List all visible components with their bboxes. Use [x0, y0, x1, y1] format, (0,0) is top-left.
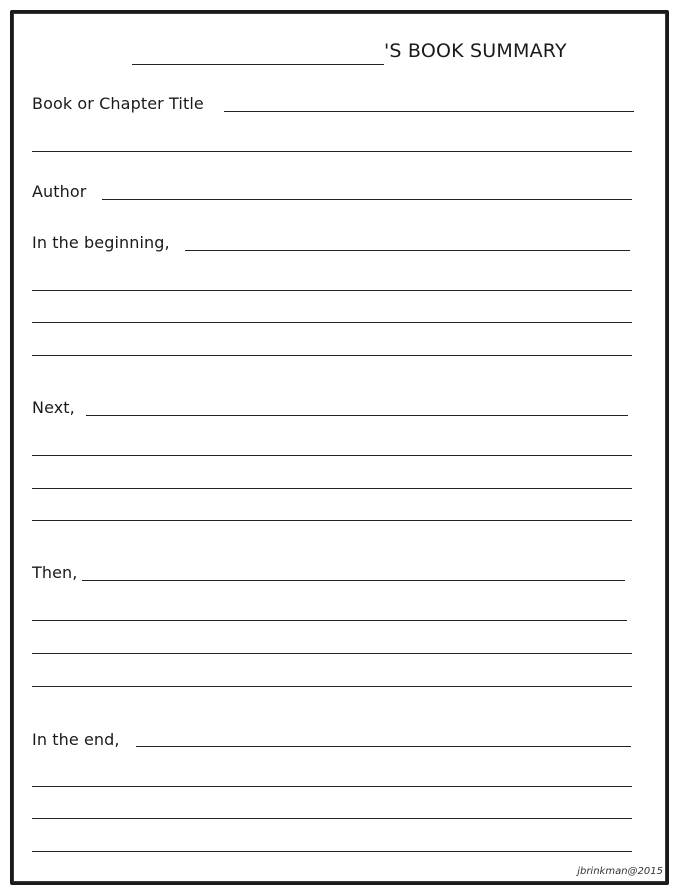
beginning-blank-3[interactable] — [32, 322, 632, 323]
end-blank-3[interactable] — [32, 818, 632, 819]
worksheet-border — [10, 10, 669, 885]
copyright-credit: jbrinkman@2015 — [577, 866, 663, 877]
end-label: In the end, — [32, 730, 120, 749]
book-title-blank-2[interactable] — [32, 151, 632, 152]
then-label: Then, — [32, 563, 78, 582]
end-blank-2[interactable] — [32, 786, 632, 787]
end-blank[interactable] — [136, 746, 631, 747]
next-label: Next, — [32, 398, 75, 417]
author-blank[interactable] — [102, 199, 632, 200]
next-blank-3[interactable] — [32, 488, 632, 489]
then-blank-3[interactable] — [32, 653, 632, 654]
then-blank-2[interactable] — [32, 620, 627, 621]
next-blank-4[interactable] — [32, 520, 632, 521]
beginning-blank[interactable] — [185, 250, 630, 251]
book-title-blank[interactable] — [224, 111, 634, 112]
next-blank-2[interactable] — [32, 455, 632, 456]
author-label: Author — [32, 182, 87, 201]
student-name-blank[interactable] — [132, 64, 384, 65]
then-blank-4[interactable] — [32, 686, 632, 687]
beginning-blank-2[interactable] — [32, 290, 632, 291]
beginning-label: In the beginning, — [32, 233, 170, 252]
title-text: 'S BOOK SUMMARY — [384, 40, 567, 62]
book-title-label: Book or Chapter Title — [32, 94, 204, 113]
end-blank-4[interactable] — [32, 851, 632, 852]
then-blank[interactable] — [82, 580, 625, 581]
next-blank[interactable] — [86, 415, 628, 416]
page-title — [132, 40, 592, 68]
beginning-blank-4[interactable] — [32, 355, 632, 356]
